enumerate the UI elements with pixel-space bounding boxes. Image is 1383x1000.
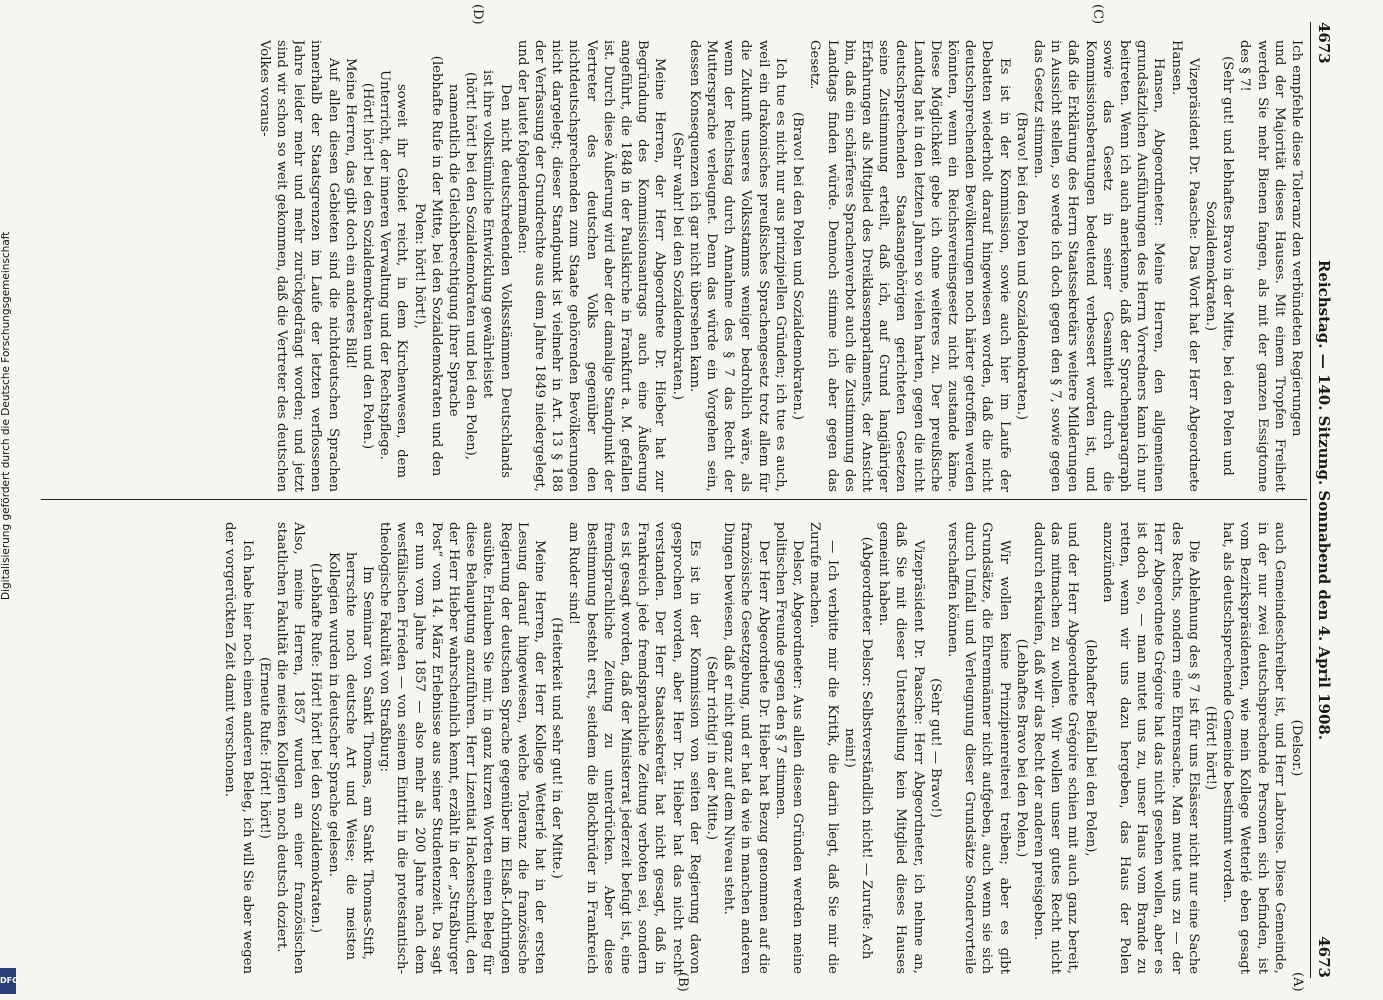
document-page <box>35 0 1345 1000</box>
paragraph: Meine Herren, das gibt doch ein anderes Bild! <box>342 58 358 370</box>
page-header-title: Reichstag. — 140. Sitzung. Sonnabend den 4. April 1908. <box>1315 259 1333 741</box>
paragraph: (Abgeordneter Delsor: Selbstverständlich nicht! — Zurufe: Ach nein!) <box>841 536 874 960</box>
page-number-right: 4673 <box>1315 936 1333 978</box>
margin-marker-a: (A) <box>1290 972 1305 992</box>
paragraph: namentlich die Gleichberechtigung ihrer Sprache <box>446 84 462 417</box>
paragraph: Ich empfehle diese Toleranz den verbündeten Regierungen <box>1289 40 1304 437</box>
paragraph: Vizepräsident Dr. Paasche: Das Wort hat der Herr Abgeordnete Hansen. <box>1168 40 1201 492</box>
paragraph: Ich tue es nicht nur aus prinzipiellen Gründen; ich tue es auch, weil ein drakonisches preußisches Sprachengesetz trotz allem für die Zukunft unseres Volksstamms weniger bedrohlich wäre, als wenn der Reichstag durch Annahme des § 7 das Recht der Muttersprache verleugnet. Denn das würde ein Vorgehen sein, dessen Konsequenzen ich gar nicht übersehen kann. <box>686 40 788 492</box>
paragraph: (Lebhafte Rufe: Hört! hört! bei den Sozialdemokraten.) <box>308 562 324 934</box>
paragraph: Also, meine Herren, 1857 wurden an einer französischen staatlichen Fakultät die meisten Kollegien noch deutsch doziert. <box>274 522 307 974</box>
column-divider <box>41 499 1307 500</box>
paragraph: Es ist in der Kommission, sowie auch hier im Laufe der Debatten wiederholt darauf hingewiesen worden, daß die nicht deutschsprechenden Bevölkerungen noch härter getroffen werden könnten, wenn ein Reichsvereinsgesetz nicht zustande käme. Diese Möglichkeit gebe ich ohne weiteres zu. Der preußische Landtag hat in den letzten Jahren so vielen harten, gegen die nicht deutschsprechenden Staatsangehörigen gerichteten Gesetzen seine Zustimmung erteilt, daß ich, auf Grund langjähriger Erfahrungen als Mitglied des Dreiklassenparlaments, der Ansicht bin, daß ein schärferes Sprachenverbot auch die Zustimmung des Landtags finden würde. Dennoch stimme ich aber gegen das Gesetz. <box>807 40 1012 492</box>
paragraph: Vizepräsident Dr. Paasche: Herr Abgeordneter, ich nehme an, daß Sie mit dieser Unterstellung kein Mitglied dieses Hauses gemeint haben. <box>876 522 926 974</box>
paragraph: (Delsor.) <box>1289 719 1304 777</box>
text-column-right <box>50 522 1305 974</box>
paragraph: Wir wollen keine Prinzipienreiterei treiben; aber es gibt Grundsätze, die Ehrenmänner nicht aufgeben, auch wenn sie sich durch Umfall und Verleugnung dieser Grundsätze Sondervorteile verschaffen können. <box>944 522 1012 974</box>
paragraph: Hansen, Abgeordneter: Meine Herren, den allgemeinen grundsätzlichen Ausführungen des Herrn Vorredners kann ich nur beitreten. Wenn ich auch anerkenne, daß der Sprachenparagraph sowie das Gesetz in seiner Gesamtheit durch die Kommissionsberatungen bedeutend verbessert worden ist, und daß die Erklärung des Herrn Staatssekretärs weitere Milderungen in Aussicht stellen, so werde ich doch gegen den § 7, sowie gegen das Gesetz stimmen. <box>1030 40 1167 492</box>
paragraph: (Sehr gut! — Bravo!) <box>927 678 943 818</box>
paragraph: (Heiterkeit und sehr gut! in der Mitte.) <box>549 617 565 879</box>
paragraph: und der Majorität dieses Hauses. Mit einem Tropfen Freiheit werden Sie mehr Bienen fangen, als mit der ganzen Essigtonne des § 7! <box>1237 40 1287 492</box>
paragraph: auch Gemeindeschreiber ist, und Herr Labroise. Diese Gemeinde, in der nur zwei deutschsprechende Personen sich befinden, ist vom Bezirkspräsidenten, wie mein Kollege Wetterlé eben gesagt hat, als deutschsprechende Gemeinde bestimmt worden. <box>1220 522 1287 974</box>
paragraph: soweit ihr Gebiet reicht, in dem Kirchenwesen, dem Unterricht, der inneren Verwaltung und der Rechtspflege. <box>377 70 410 478</box>
text-column-left <box>50 40 1305 492</box>
margin-marker-c: (C) <box>1090 4 1105 25</box>
margin-marker-b: (B) <box>675 972 690 992</box>
paragraph: (Hört! hört! bei den Sozialdemokraten und den Polen.) <box>360 82 376 450</box>
paragraph: (lebhafte Rufe in der Mitte, bei den Sozialdemokraten und den Polen: hört! hört!), <box>411 55 444 477</box>
paragraph: Meine Herren, der Herr Kollege Wetterlé hat in der ersten Lesung darauf hingewiesen, welche Toleranz die französische Regierung der deutschen Sprache gegenüber im Elsaß-Lothringen ausübte. Erlauben Sie mir, in ganz kurzen Worten einen Beleg für diese Behauptung anzuführen. Herr Lizentiat Hackenschmidt, den der Herr Hieber wahrscheinlich kennt, erzählt in der „Straßburger Post“ vom 14. März Erlebnisse aus seiner Studentenzeit. Da sagt er nun vom Jahre 1857 — also mehr als 200 Jahre nach dem westfälischen Frieden — von seinem Eintritt in die protestantisch-theologische Fakultät von Straßburg: <box>377 522 548 974</box>
paragraph: — Ich verbitte mir die Kritik, die darin liegt, daß Sie mir die Zurufe machen. <box>807 522 840 974</box>
paragraph: (lebhafter Beifall bei den Polen), <box>1082 639 1098 857</box>
paragraph: Den nicht deutschredenden Volksstämmen Deutschlands ist ihre volkstümliche Entwicklung gewährleistet <box>480 70 513 478</box>
margin-marker-d: (D) <box>470 4 485 25</box>
paragraph: (hört! hört! bei den Sozialdemokraten und bei den Polen), <box>463 72 479 460</box>
page-number-left: 4673 <box>1315 22 1333 64</box>
digitization-credit: Digitalisierung gefördert durch die Deutsche Forschungsgemeinschaft <box>0 231 12 600</box>
paragraph: Delsor, Abgeordneter: Aus allen diesen Gründen werden meine politischen Freunde gegen den § 7 stimmen. <box>772 522 806 974</box>
paragraph: Es ist in der Kommission von seiten der Regierung davon gesprochen worden, aber Herr Dr. Hieber hat das nicht recht verstanden. Der Herr Staatssekretär hat nicht gesagt, daß in Frankreich jede fremdsprachliche Zeitung verboten sei, sondern es ist gesagt worden, daß der Ministerrat jederzeit befugt ist, eine fremdsprachliche Zeitung zu unterdrücken. Aber diese Bestimmung besteht erst, seitdem die Blockbrüder in Frankreich am Ruder sind! <box>566 522 702 974</box>
paragraph: (Sehr wahr! bei den Sozialdemokraten.) <box>669 132 685 400</box>
header-rule <box>1310 22 1311 978</box>
paragraph: (Bravo! bei den Polen und Sozialdemokraten.) <box>1013 111 1029 421</box>
paragraph: (Sehr gut! und lebhaftes Bravo in der Mitte, bei den Polen und Sozialdemokraten.) <box>1202 56 1236 476</box>
paragraph: Meine Herren, der Herr Abgeordnete Dr. Hieber hat zur Begründung des Kommissionsantrags auch eine Äußerung angeführt, die 1848 in der Paulskirche in Frankfurt a. M. gefallen ist. Durch diese Äußerung wird aber der damalige Standpunkt der Vertreter des deutschen Volks gegenüber den nichtdeutschsprechenden zum Staate gehörenden Bevölkerungen nicht dargelegt; dieser Standpunkt ist vielmehr in Art. 13 § 188 der Verfassung der Grundrechte aus dem Jahre 1849 niedergelegt, und der lautet folgendermaßen: <box>514 40 668 492</box>
paragraph: Der Herr Abgeordnete Dr. Hieber hat Bezug genommen auf die französische Gesetzgebung, und er hat da wie in manchen anderen Dingen bewiesen, daß er nicht ganz auf dem Niveau steht. <box>721 522 771 974</box>
paragraph: Im Seminar von Sankt Thomas, am Sankt Thomas-Stift, herrschte noch deutsche Art und Weise; die meisten Kollegien wurden in deutscher Sprache gelesen. <box>325 552 376 960</box>
paragraph: (Sehr richtig! in der Mitte.) <box>704 656 720 840</box>
paragraph: (Erneute Rufe: Hört! hört!) <box>256 657 272 839</box>
paragraph: Die Ablehnung des § 7 ist für uns Elsässer nicht nur eine Sache des Rechts, sondern eine Ehrensache. Man mutet uns zu — der Herr Abgeordnete Grégoire hat das nicht gesehen wollen, aber es ist doch so, — man mutet uns zu, unser Haus vom Brande zu retten, wenn wir uns dazu hergeben, das Haus der Polen anzuzünden <box>1099 522 1201 974</box>
paragraph: und der Herr Abgeordnete Grégoire schien mit auch ganz bereit, das mitmachen zu wollen. Wir wollen unser gutes Recht nicht dadurch erkaufen, daß wir das Recht der anderen preisgeben. <box>1030 522 1081 974</box>
paragraph: (Bravo! bei den Polen und Sozialdemokraten.) <box>790 111 806 421</box>
page-header <box>1311 22 1337 978</box>
paragraph: (Hört! hört!) <box>1202 705 1218 791</box>
paragraph: (Lebhaftes Bravo bei den Polen.) <box>1013 638 1029 858</box>
dfg-logo: DFG <box>0 968 16 994</box>
paragraph: Auf allen diesen Gebieten sind die nichtdeutschen Sprachen innerhalb der Staatsgrenzen im Laufe der letzten verflossenen Jahre leider mehr und mehr zurückgedrängt worden; und jetzt sind wir schon so weit gekommen, daß die Vertreter des deutschen Volkes voraus- <box>256 40 341 492</box>
paragraph: Ich habe hier noch einen anderen Beleg, ich will Sie aber wegen der vorgerückten Zeit damit verschonen. <box>222 522 255 974</box>
